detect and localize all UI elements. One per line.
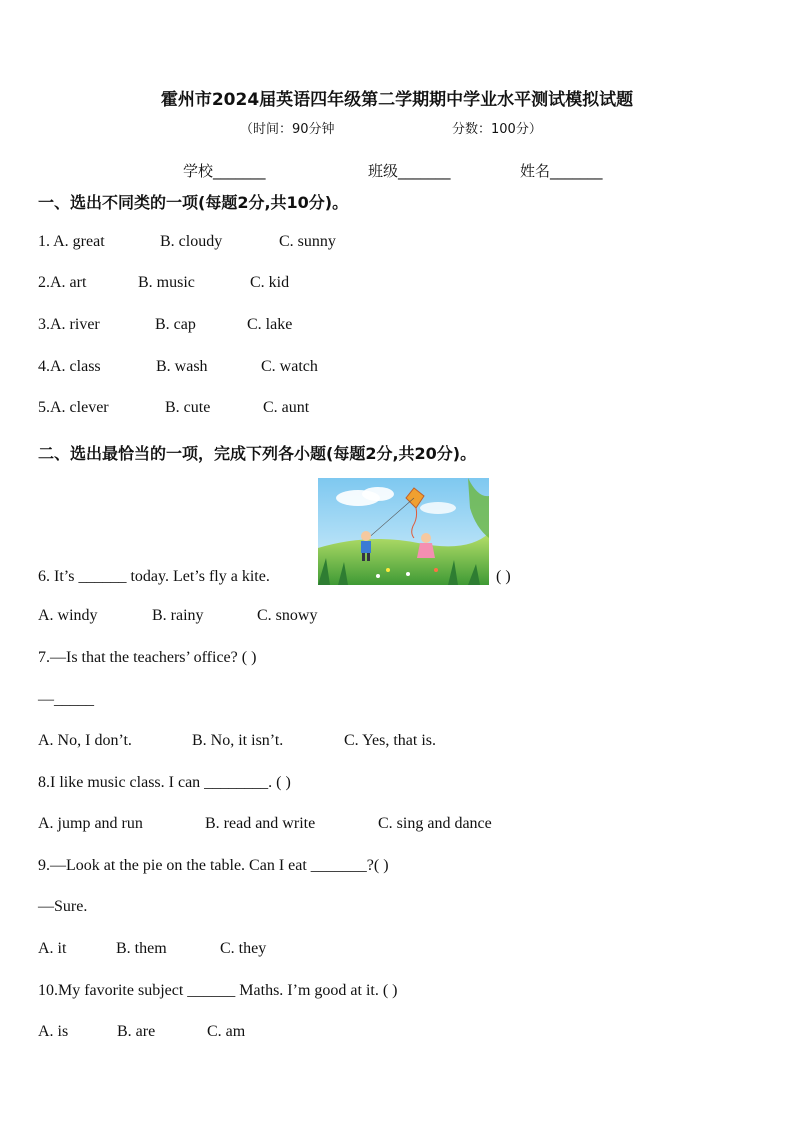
section-1-heading: 一、选出不同类的一项(每题2分,共10分)。 (38, 193, 349, 212)
question-9-b: B. them (116, 940, 167, 957)
question-6-a: A. windy (38, 607, 98, 624)
question-10-stem: 10.My favorite subject ______ Maths. I’m good at it. ( ) (38, 982, 398, 999)
question-4-b: B. wash (156, 358, 208, 375)
question-8-c: C. sing and dance (378, 815, 492, 832)
question-8-a: A. jump and run (38, 815, 143, 832)
question-10-c: C. am (207, 1023, 246, 1040)
question-1-c: C. sunny (279, 233, 336, 250)
question-8-stem: 8.I like music class. I can ________. ( ) (38, 774, 291, 791)
question-1-b: B. cloudy (160, 233, 223, 250)
question-2-a: 2.A. art (38, 274, 87, 291)
question-9-stem: 9.—Look at the pie on the table. Can I eat _______?( ) (38, 857, 389, 874)
name-field: 姓名_______ (520, 162, 603, 180)
question-5-a: 5.A. clever (38, 399, 109, 416)
question-10-a: A. is (38, 1023, 69, 1040)
question-6-stem: 6. It’s ______ today. Let’s fly a kite. (38, 568, 270, 585)
question-5-c: C. aunt (263, 399, 310, 416)
question-2-b: B. music (138, 274, 195, 291)
exam-time: （时间：90分钟 (240, 122, 335, 137)
class-field: 班级_______ (368, 162, 451, 180)
question-6-paren: ( ) (496, 568, 511, 585)
school-field: 学校_______ (183, 162, 266, 180)
question-3-a: 3.A. river (38, 316, 100, 333)
question-3-b: B. cap (155, 316, 196, 333)
question-3-c: C. lake (247, 316, 293, 333)
question-10-b: B. are (117, 1023, 156, 1040)
question-1-a: 1. A. great (38, 233, 105, 250)
page-title: 霍州市2024届英语四年级第二学期期中学业水平测试模拟试题 (160, 90, 634, 110)
question-6-b: B. rainy (152, 607, 204, 624)
question-6-c: C. snowy (257, 607, 318, 624)
question-9-c: C. they (220, 940, 267, 957)
question-7-b: B. No, it isn’t. (192, 732, 284, 749)
question-2-c: C. kid (250, 274, 290, 291)
question-7-answer: —_____ (38, 691, 94, 708)
question-7-c: C. Yes, that is. (344, 732, 437, 749)
question-9-a: A. it (38, 940, 67, 957)
question-4-c: C. watch (261, 358, 318, 375)
question-9-answer: —Sure. (38, 898, 88, 915)
exam-score: 分数：100分） (452, 122, 542, 137)
question-4-a: 4.A. class (38, 358, 101, 375)
question-5-b: B. cute (165, 399, 211, 416)
question-7-a: A. No, I don’t. (38, 732, 132, 749)
kite-illustration (318, 478, 489, 585)
question-8-b: B. read and write (205, 815, 316, 832)
question-7-stem: 7.—Is that the teachers’ office? ( ) (38, 649, 257, 666)
section-2-heading: 二、选出最恰当的一项，完成下列各小题(每题2分,共20分)。 (38, 444, 477, 463)
